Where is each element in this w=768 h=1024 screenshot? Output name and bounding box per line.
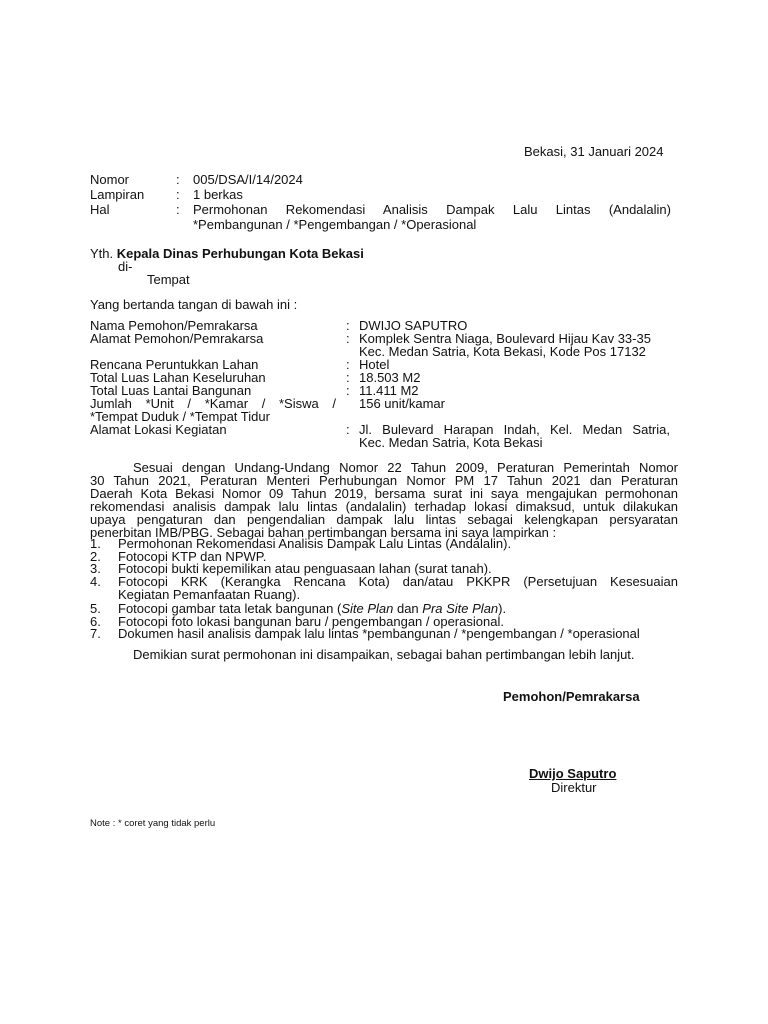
list-number: 7. xyxy=(90,626,101,641)
list-number: 3. xyxy=(90,561,101,576)
lokasi-value-line1: Jl. Bulevard Harapan Indah, Kel. Medan Satria, xyxy=(359,422,670,437)
colon: : xyxy=(346,383,350,398)
lokasi-value-line2: Kec. Medan Satria, Kota Bekasi xyxy=(359,435,543,450)
list-item: Permohonan Rekomendasi Analisis Dampak Lalu Lintas (Andalalin). xyxy=(118,536,512,551)
nama-label: Nama Pemohon/Pemrakarsa xyxy=(90,318,258,333)
hal-value-line1: Permohonan Rekomendasi Analisis Dampak Lalu Lintas (Andalalin) xyxy=(193,202,671,217)
paragraph-line: upaya pengaturan dan pengendalian dampak lalu lintas sebagai kelengkapan persyaratan xyxy=(90,512,678,527)
paragraph-line: rekomendasi analisis dampak lalu lintas (andalalin) terhadap lokasi dimaksud, untuk dilakukan xyxy=(90,499,678,514)
footnote: Note : * coret yang tidak perlu xyxy=(90,818,216,829)
hal-label: Hal xyxy=(90,202,110,217)
colon: : xyxy=(176,202,180,217)
lokasi-label: Alamat Lokasi Kegiatan xyxy=(90,422,227,437)
list-item: Fotocopi bukti kepemilikan atau penguasaan lahan (surat tanah). xyxy=(118,561,492,576)
list-number: 5. xyxy=(90,601,101,616)
alamat-label: Alamat Pemohon/Pemrakarsa xyxy=(90,331,264,346)
date-line: Bekasi, 31 Januari 2024 xyxy=(524,144,664,159)
peruntukan-value: Hotel xyxy=(359,357,390,372)
alamat-value-line2: Kec. Medan Satria, Kota Bekasi, Kode Pos 17132 xyxy=(359,344,646,359)
luas-lahan-label: Total Luas Lahan Keseluruhan xyxy=(90,370,266,385)
nama-value: DWIJO SAPUTRO xyxy=(359,318,468,333)
nomor-label: Nomor xyxy=(90,172,130,187)
list-number: 4. xyxy=(90,574,101,589)
jumlah-label-line2: *Tempat Duduk / *Tempat Tidur xyxy=(90,409,270,424)
intro-text: Yang bertanda tangan di bawah ini : xyxy=(90,297,298,312)
list-number: 1. xyxy=(90,536,101,551)
list-item: Dokumen hasil analisis dampak lalu lintas *pembangunan / *pengembangan / *operasional xyxy=(118,626,640,641)
signature-role: Pemohon/Pemrakarsa xyxy=(503,689,640,704)
peruntukan-label: Rencana Peruntukkan Lahan xyxy=(90,357,259,372)
hal-value-line2: *Pembangunan / *Pengembangan / *Operasional xyxy=(193,217,477,232)
signature-name: Dwijo Saputro xyxy=(529,766,617,781)
list-item-continuation: Kegiatan Pemanfaatan Ruang). xyxy=(118,587,301,602)
luas-lahan-value: 18.503 M2 xyxy=(359,370,421,385)
alamat-value-line1: Komplek Sentra Niaga, Boulevard Hijau Kav 33-35 xyxy=(359,331,651,346)
colon: : xyxy=(176,187,180,202)
paragraph-line: 30 Tahun 2021, Peraturan Menteri Perhubungan Nomor PM 17 Tahun 2021 dan Peraturan xyxy=(90,473,678,488)
list-item: Fotocopi gambar tata letak bangunan (Site Plan dan Pra Site Plan). xyxy=(118,601,507,616)
list-item: Fotocopi foto lokasi bangunan baru / pengembangan / operasional. xyxy=(118,614,504,629)
yth-label: Yth. xyxy=(90,246,114,261)
tempat-label: Tempat xyxy=(147,272,190,287)
colon: : xyxy=(176,172,180,187)
recipient-name: Kepala Dinas Perhubungan Kota Bekasi xyxy=(116,246,364,261)
luas-lantai-value: 11.411 M2 xyxy=(359,383,419,398)
colon: : xyxy=(346,370,350,385)
paragraph-line: Daerah Kota Bekasi Nomor 09 Tahun 2019, bersama surat ini saya mengajukan permohonan xyxy=(90,486,678,501)
list-item: Fotocopi KTP dan NPWP. xyxy=(118,549,267,564)
lampiran-value: 1 berkas xyxy=(193,187,243,202)
paragraph-line: Sesuai dengan Undang-Undang Nomor 22 Tahun 2009, Peraturan Pemerintah Nomor xyxy=(133,460,678,475)
list-number: 6. xyxy=(90,614,101,629)
colon: : xyxy=(346,331,350,346)
lampiran-label: Lampiran xyxy=(90,187,145,202)
colon: : xyxy=(346,357,350,372)
nomor-value: 005/DSA/I/14/2024 xyxy=(193,172,303,187)
di-label: di- xyxy=(118,259,133,274)
signature-title: Direktur xyxy=(551,780,597,795)
closing-text: Demikian surat permohonan ini disampaikan, sebagai bahan pertimbangan lebih lanjut. xyxy=(133,647,635,662)
colon: : xyxy=(346,318,350,333)
paragraph-line: penerbitan IMB/PBG. Sebagai bahan pertimbangan bersama ini saya lampirkan : xyxy=(90,525,557,540)
jumlah-value: 156 unit/kamar xyxy=(359,396,445,411)
list-item: Fotocopi KRK (Kerangka Rencana Kota) dan/atau PKKPR (Persetujuan Kesesuaian xyxy=(118,574,678,589)
colon: : xyxy=(346,422,350,437)
luas-lantai-label: Total Luas Lantai Bangunan xyxy=(90,383,252,398)
jumlah-label-line1: Jumlah *Unit / *Kamar / *Siswa / xyxy=(90,396,336,411)
list-number: 2. xyxy=(90,549,101,564)
